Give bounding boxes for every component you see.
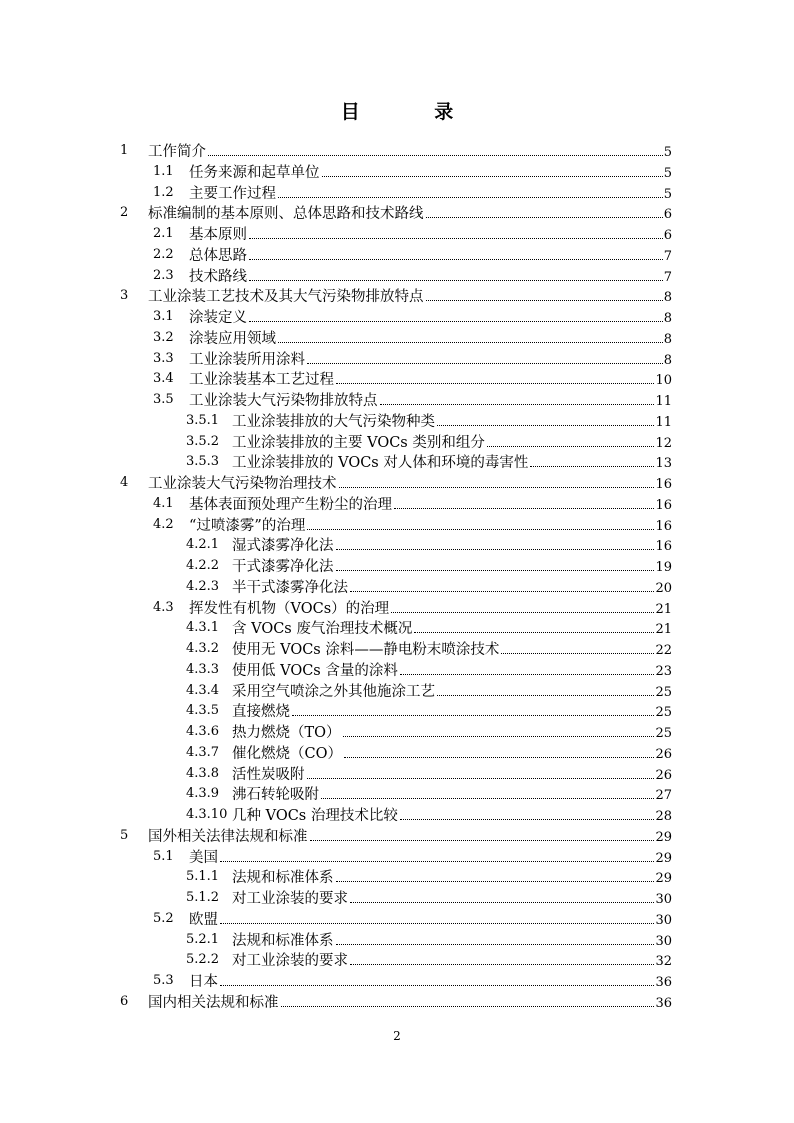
toc-entry-label: 含 VOCs 废气治理技术概况 <box>232 621 413 638</box>
toc-entry-label: 对工业涂装的要求 <box>232 953 348 970</box>
toc-leader-dots <box>208 141 663 156</box>
toc-entry-page: 29 <box>655 829 672 845</box>
toc-entry-label: 对工业涂装的要求 <box>232 891 348 907</box>
toc-entry-number: 4.2.3 <box>186 578 220 594</box>
toc-entry[interactable] <box>0 411 794 432</box>
toc-leader-dots <box>400 660 655 675</box>
toc-entry-label: 标准编制的基本原则、总体思路和技术路线 <box>148 206 424 223</box>
toc-entry-number: 4.3.2 <box>186 641 220 656</box>
toc-leader-dots <box>343 722 655 737</box>
toc-entry[interactable] <box>0 515 794 536</box>
toc-entry-number: 4.3 <box>153 599 174 615</box>
toc-entry-body <box>232 784 672 807</box>
toc-entry[interactable] <box>0 930 794 951</box>
toc-entry-page: 13 <box>655 456 672 472</box>
toc-entry-label: “过喷漆雾”的治理 <box>189 517 306 534</box>
toc-entry-number: 4.3.8 <box>186 765 220 781</box>
toc-leader-dots <box>487 432 655 447</box>
toc-entry-number: 1 <box>120 143 129 158</box>
page-title: 目 录 <box>340 101 488 123</box>
toc-entry-label: 干式漆雾净化法 <box>232 559 334 575</box>
toc-entry-page: 22 <box>655 643 672 658</box>
toc-entry-body <box>189 847 672 870</box>
toc-entry-body <box>189 183 672 206</box>
toc-entry-page: 28 <box>655 809 672 824</box>
toc-entry[interactable] <box>0 266 794 287</box>
toc-leader-dots <box>339 473 655 488</box>
toc-leader-dots <box>249 245 663 260</box>
toc-entry-body <box>148 203 672 226</box>
toc-entry-label: 催化燃烧（CO） <box>232 745 342 762</box>
toc-entry-number: 5 <box>120 827 129 843</box>
toc-entry[interactable] <box>0 535 794 556</box>
toc-entry-label: 工业涂装排放的主要 VOCs 类别和组分 <box>232 434 485 451</box>
toc-leader-dots <box>336 556 655 571</box>
toc-entry-label: 工业涂装基本工艺过程 <box>189 372 334 389</box>
toc-entry-number: 4.3.7 <box>186 744 220 760</box>
toc-entry-page: 30 <box>655 933 672 949</box>
toc-entry-number: 5.1.1 <box>186 869 220 885</box>
toc-entry-number: 2.1 <box>153 226 174 241</box>
toc-entry[interactable] <box>0 826 794 847</box>
toc-entry-body <box>189 328 672 351</box>
toc-entry-body <box>189 909 672 932</box>
toc-entry-label: 挥发性有机物（VOCs）的治理 <box>189 600 390 617</box>
toc-entry[interactable] <box>0 349 794 370</box>
toc-entry-number: 3.4 <box>153 371 174 387</box>
toc-entry-page: 11 <box>655 414 672 430</box>
toc-entry[interactable] <box>0 183 794 204</box>
toc-entry-number: 3 <box>120 288 129 304</box>
toc-entry[interactable] <box>0 992 794 1013</box>
toc-entry[interactable] <box>0 328 794 349</box>
toc-entry-label: 基体表面预处理产生粉尘的治理 <box>189 496 392 513</box>
toc-leader-dots <box>307 515 654 530</box>
toc-leader-dots <box>220 971 654 986</box>
toc-entry-number: 1.2 <box>153 184 174 200</box>
toc-entry-body <box>232 681 672 704</box>
toc-entry-number: 4.2 <box>153 516 174 532</box>
toc-entry-page: 23 <box>655 663 672 679</box>
toc-entry[interactable] <box>0 141 794 162</box>
toc-entry-page: 16 <box>655 539 672 555</box>
toc-leader-dots <box>336 930 655 945</box>
toc-entry-body <box>189 162 672 185</box>
toc-entry-page: 16 <box>655 518 672 534</box>
toc-leader-dots <box>310 826 655 841</box>
toc-entry-body <box>189 266 672 289</box>
toc-entry-label: 技术路线 <box>189 268 247 285</box>
toc-entry-label: 工业涂装工艺技术及其大气污染物排放特点 <box>148 289 424 306</box>
toc-entry-label: 涂装应用领域 <box>189 330 276 347</box>
toc-leader-dots <box>249 307 663 322</box>
toc-leader-dots <box>292 701 654 716</box>
toc-entry-body <box>148 141 672 164</box>
toc-entry[interactable] <box>0 556 794 577</box>
toc-entry-page: 26 <box>655 746 672 762</box>
toc-entry-number: 5.1.2 <box>186 890 220 905</box>
toc-leader-dots <box>307 349 663 364</box>
toc-leader-dots <box>307 764 655 779</box>
toc-entry[interactable] <box>0 162 794 183</box>
toc-leader-dots <box>391 598 654 613</box>
toc-entry-number: 4.2.2 <box>186 558 220 573</box>
toc-entry-page: 20 <box>655 580 672 596</box>
toc-entry-label: 使用无 VOCs 涂料——静电粉末喷涂技术 <box>232 642 500 658</box>
toc-entry-label: 基本原则 <box>189 227 247 243</box>
toc-entry-body <box>232 452 672 475</box>
toc-entry-body <box>232 639 672 662</box>
toc-entry-page: 7 <box>663 248 672 264</box>
toc-entry-page: 36 <box>655 995 672 1011</box>
toc-entry-body <box>189 971 672 994</box>
toc-entry-label: 欧盟 <box>189 911 218 928</box>
toc-leader-dots <box>350 888 654 903</box>
toc-entry-number: 3.5 <box>153 392 174 407</box>
toc-entry-page: 6 <box>663 207 672 223</box>
toc-entry[interactable] <box>0 701 794 722</box>
toc-entry-body <box>232 411 672 434</box>
toc-entry-label: 国内相关法规和标准 <box>148 994 279 1011</box>
toc-entry[interactable] <box>0 743 794 764</box>
toc-entry-label: 工业涂装所用涂料 <box>189 351 305 368</box>
toc-entry-page: 6 <box>663 228 672 243</box>
toc-entry-body <box>232 535 672 558</box>
toc-entry-label: 涂装定义 <box>189 310 247 326</box>
toc-entry-body <box>189 369 672 392</box>
toc-leader-dots <box>380 390 655 405</box>
toc-entry[interactable] <box>0 245 794 266</box>
toc-entry-number: 5.1 <box>153 848 174 864</box>
toc-entry-page: 12 <box>655 435 672 451</box>
toc-leader-dots <box>350 950 654 965</box>
toc-entry-page: 8 <box>663 352 672 368</box>
toc-entry-label: 工业涂装排放的大气污染物种类 <box>232 413 435 430</box>
toc-entry-page: 10 <box>655 373 672 389</box>
toc-entry-page: 36 <box>655 975 672 990</box>
toc-entry-body <box>189 307 672 330</box>
toc-entry-label: 直接燃烧 <box>232 704 290 721</box>
toc-entry-number: 3.5.1 <box>186 412 220 428</box>
toc-entry-body <box>232 743 672 766</box>
toc-entry-label: 美国 <box>189 849 218 866</box>
toc-leader-dots <box>322 162 663 177</box>
toc-entry-page: 19 <box>655 560 672 575</box>
toc-entry-body <box>232 867 672 890</box>
toc-entry-body <box>148 286 672 309</box>
toc-entry[interactable] <box>0 494 794 515</box>
toc-entry[interactable] <box>0 369 794 390</box>
toc-entry-number: 6 <box>120 993 129 1009</box>
toc-entry-body <box>232 701 672 724</box>
toc-entry-page: 8 <box>663 331 672 347</box>
toc-entry-number: 4.3.3 <box>186 661 220 677</box>
toc-entry-number: 2.2 <box>153 246 174 262</box>
toc-entry-number: 4.3.9 <box>186 786 220 802</box>
toc-entry[interactable] <box>0 660 794 681</box>
toc-entry[interactable] <box>0 452 794 473</box>
toc-entry-label: 几种 VOCs 治理技术比较 <box>232 808 398 824</box>
toc-entry[interactable] <box>0 286 794 307</box>
toc-entry-label: 半干式漆雾净化法 <box>232 579 348 596</box>
toc-entry-label: 日本 <box>189 974 218 990</box>
toc-entry-body <box>189 390 672 413</box>
toc-leader-dots <box>426 286 663 301</box>
toc-entry-page: 27 <box>655 788 672 804</box>
toc-entry-page: 32 <box>655 954 672 970</box>
toc-entry[interactable] <box>0 203 794 224</box>
toc-entry-page: 21 <box>655 622 672 638</box>
toc-leader-dots <box>400 805 655 820</box>
toc-entry[interactable] <box>0 784 794 805</box>
toc-entry-number: 3.5.2 <box>186 433 220 449</box>
toc-entry[interactable] <box>0 224 794 245</box>
toc-entry-number: 3.3 <box>153 350 174 366</box>
toc-entry[interactable] <box>0 618 794 639</box>
toc-entry-label: 法规和标准体系 <box>232 932 334 949</box>
toc-entry-label: 活性炭吸附 <box>232 766 305 783</box>
toc-entry-label: 工业涂装大气污染物排放特点 <box>189 393 378 409</box>
toc-entry-label: 工业涂装大气污染物治理技术 <box>148 476 337 492</box>
toc-entry[interactable] <box>0 764 794 785</box>
toc-entry-body <box>148 992 672 1015</box>
toc-leader-dots <box>321 784 654 799</box>
toc-entry-label: 任务来源和起草单位 <box>189 164 320 181</box>
toc-entry-number: 4.3.6 <box>186 724 220 739</box>
toc-entry-page: 25 <box>655 726 672 741</box>
toc-entry-number: 4.3.1 <box>186 620 220 636</box>
toc-entry-label: 工业涂装排放的 VOCs 对人体和环境的毒害性 <box>232 455 529 472</box>
toc-entry-body <box>189 515 672 538</box>
toc-leader-dots <box>220 909 654 924</box>
toc-entry-number: 2 <box>120 205 129 221</box>
toc-leader-dots <box>344 743 654 758</box>
toc-entry-body <box>232 805 672 828</box>
toc-entry-number: 5.2 <box>153 910 174 926</box>
toc-leader-dots <box>414 618 654 633</box>
toc-leader-dots <box>426 203 663 218</box>
toc-leader-dots <box>249 224 663 239</box>
toc-entry-body <box>232 618 672 641</box>
toc-entry[interactable] <box>0 577 794 598</box>
toc-entry-body <box>189 245 672 268</box>
toc-entry-body <box>232 950 672 973</box>
toc-entry[interactable] <box>0 681 794 702</box>
toc-entry[interactable] <box>0 598 794 619</box>
toc-entry-label: 法规和标准体系 <box>232 870 334 887</box>
toc-leader-dots <box>350 577 654 592</box>
toc-entry-page: 30 <box>655 892 672 907</box>
toc-entry-page: 5 <box>663 165 672 181</box>
toc-leader-dots <box>336 867 655 882</box>
toc-leader-dots <box>220 847 654 862</box>
toc-entry-body <box>189 598 672 621</box>
toc-entry-number: 4 <box>120 475 129 490</box>
toc-entry-label: 工作简介 <box>148 144 206 160</box>
toc-leader-dots <box>530 452 654 467</box>
toc-entry[interactable] <box>0 805 794 826</box>
toc-entry-label: 采用空气喷涂之外其他施涂工艺 <box>232 683 435 700</box>
table-of-contents <box>0 141 794 1013</box>
toc-entry-page: 26 <box>655 767 672 783</box>
toc-entry-body <box>232 577 672 600</box>
page-number: 2 <box>393 1029 401 1043</box>
toc-entry-body <box>189 349 672 372</box>
toc-entry[interactable] <box>0 888 794 909</box>
toc-entry-body <box>232 660 672 683</box>
toc-entry-label: 主要工作过程 <box>189 185 276 202</box>
toc-entry-body <box>232 888 672 911</box>
toc-leader-dots <box>437 681 654 696</box>
toc-entry-page: 16 <box>655 477 672 492</box>
toc-entry[interactable] <box>0 971 794 992</box>
toc-leader-dots <box>501 639 654 654</box>
toc-leader-dots <box>336 535 655 550</box>
toc-leader-dots <box>281 992 655 1007</box>
toc-entry-page: 5 <box>663 186 672 202</box>
toc-leader-dots <box>249 266 663 281</box>
toc-entry-label: 热力燃烧（TO） <box>232 725 341 741</box>
toc-entry-label: 国外相关法律法规和标准 <box>148 828 308 845</box>
toc-entry-page: 25 <box>655 705 672 721</box>
toc-entry-body <box>232 930 672 953</box>
toc-entry-label: 总体思路 <box>189 247 247 264</box>
toc-entry[interactable] <box>0 847 794 868</box>
toc-entry[interactable] <box>0 307 794 328</box>
toc-entry-body <box>148 826 672 849</box>
toc-entry-number: 1.1 <box>153 163 174 179</box>
toc-entry-number: 5.2.2 <box>186 952 220 968</box>
toc-entry-number: 4.2.1 <box>186 537 220 553</box>
toc-entry-page: 25 <box>655 684 672 700</box>
toc-entry-body <box>232 556 672 579</box>
toc-entry-page: 5 <box>663 145 672 160</box>
toc-entry[interactable] <box>0 909 794 930</box>
toc-entry-number: 5.3 <box>153 973 174 988</box>
toc-entry-page: 30 <box>655 912 672 928</box>
toc-entry-number: 4.1 <box>153 495 174 511</box>
toc-entry[interactable] <box>0 722 794 743</box>
toc-entry-body <box>189 494 672 517</box>
toc-entry-body <box>232 764 672 787</box>
toc-entry-page: 8 <box>663 311 672 326</box>
toc-entry-number: 3.5.3 <box>186 454 220 470</box>
toc-leader-dots <box>278 328 663 343</box>
toc-entry-page: 7 <box>663 269 672 285</box>
toc-entry-body <box>232 722 672 745</box>
toc-entry-number: 3.2 <box>153 329 174 345</box>
toc-entry-label: 沸石转轮吸附 <box>232 787 319 804</box>
toc-entry-page: 11 <box>655 394 672 409</box>
toc-entry[interactable] <box>0 867 794 888</box>
toc-entry-label: 使用低 VOCs 含量的涂料 <box>232 662 398 679</box>
toc-leader-dots <box>278 183 663 198</box>
toc-entry[interactable] <box>0 950 794 971</box>
toc-entry-number: 4.3.4 <box>186 682 220 698</box>
toc-leader-dots <box>336 369 654 384</box>
toc-entry-page: 29 <box>655 871 672 887</box>
toc-entry-page: 16 <box>655 497 672 513</box>
toc-entry-body <box>232 432 672 455</box>
toc-entry-number: 4.3.10 <box>186 807 228 822</box>
toc-entry-body <box>189 224 672 247</box>
toc-entry[interactable] <box>0 639 794 660</box>
toc-entry-number: 2.3 <box>153 267 174 283</box>
toc-entry-number: 5.2.1 <box>186 931 220 947</box>
toc-entry-number: 3.1 <box>153 309 174 324</box>
toc-entry[interactable] <box>0 432 794 453</box>
toc-entry-body <box>148 473 672 496</box>
toc-entry[interactable] <box>0 473 794 494</box>
toc-entry-page: 29 <box>655 850 672 866</box>
toc-entry-number: 4.3.5 <box>186 703 220 719</box>
toc-entry-page: 21 <box>655 601 672 617</box>
toc-leader-dots <box>394 494 654 509</box>
toc-entry[interactable] <box>0 390 794 411</box>
toc-entry-label: 湿式漆雾净化法 <box>232 538 334 555</box>
toc-leader-dots <box>437 411 654 426</box>
toc-entry-page: 8 <box>663 290 672 306</box>
